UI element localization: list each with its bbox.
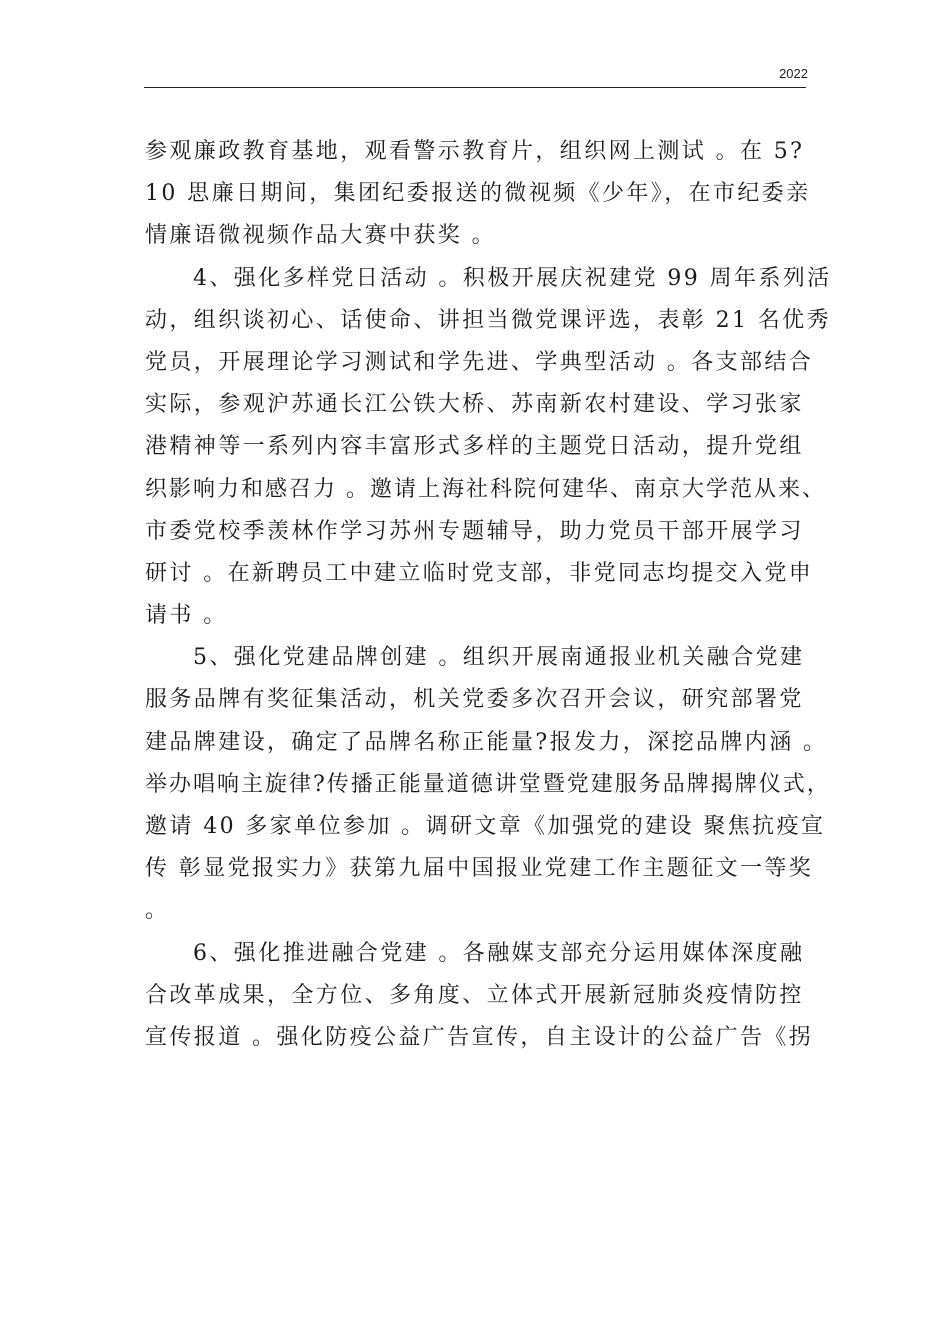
text-line: 宣传报道 。强化防疫公益广告宣传，自主设计的公益广告《拐 [145, 1024, 814, 1050]
paragraph-heading-5: 5、强化党建品牌创建 。组织开展南通报业机关融合党建 [193, 645, 805, 671]
text-line: 港精神等一系列内容丰富形式多样的主题党日活动，提升党组 [145, 434, 804, 460]
text-line: 情廉语微视频作品大赛中获奖 。 [145, 223, 496, 249]
page-header-year: 2022 [779, 66, 808, 81]
text-line: 合改革成果，全方位、多角度、立体式开展新冠肺炎疫情防控 [145, 982, 804, 1008]
paragraph-heading-6: 6、强化推进融合党建 。各融媒支部充分运用媒体深度融 [193, 940, 805, 966]
text-line: 邀请 40 多家单位参加 。调研文章《加强党的建设 聚焦抗疫宣 [145, 814, 826, 839]
text-line: 请书 。 [145, 603, 228, 629]
text-line: 动，组织谈初心、话使命、讲担当微党课评选，表彰 21 名优秀 [145, 307, 831, 333]
text-line: 织影响力和感召力 。邀请上海社科院何建华、南京大学范从来、 [145, 476, 826, 502]
document-body [145, 131, 832, 1059]
text-line: 服务品牌有奖征集活动，机关党委多次召开会议，研究部署党 [145, 687, 804, 713]
text-line: 。 [145, 898, 170, 924]
text-line: 10 思廉日期间，集团纪委报送的微视频《少年》，在市纪委亲 [145, 181, 811, 207]
text-line: 党员，开展理论学习测试和学先进、学典型活动 。各支部结合 [145, 349, 814, 375]
text-line: 举办唱响主旋律?传播正能量道德讲堂暨党建服务品牌揭牌仪式， [145, 771, 831, 797]
header-divider [144, 87, 806, 88]
text-line: 传 彰显党报实力》获第九届中国报业党建工作主题征文一等奖 [145, 856, 814, 882]
paragraph-heading-4: 4、强化多样党日活动 。积极开展庆祝建党 99 周年系列活 [193, 265, 832, 291]
text-line: 参观廉政教育基地，观看警示教育片，组织网上测试 。在 5? [145, 139, 805, 164]
text-line: 研讨 。在新聘员工中建立临时党支部，非党同志均提交入党申 [145, 560, 814, 586]
text-line: 建品牌建设，确定了品牌名称正能量?报发力，深挖品牌内涵 。 [145, 729, 828, 755]
text-line: 实际，参观沪苏通长江公铁大桥、苏南新农村建设、学习张家 [145, 392, 804, 418]
text-line: 市委党校季羡林作学习苏州专题辅导，助力党员干部开展学习 [145, 518, 804, 544]
